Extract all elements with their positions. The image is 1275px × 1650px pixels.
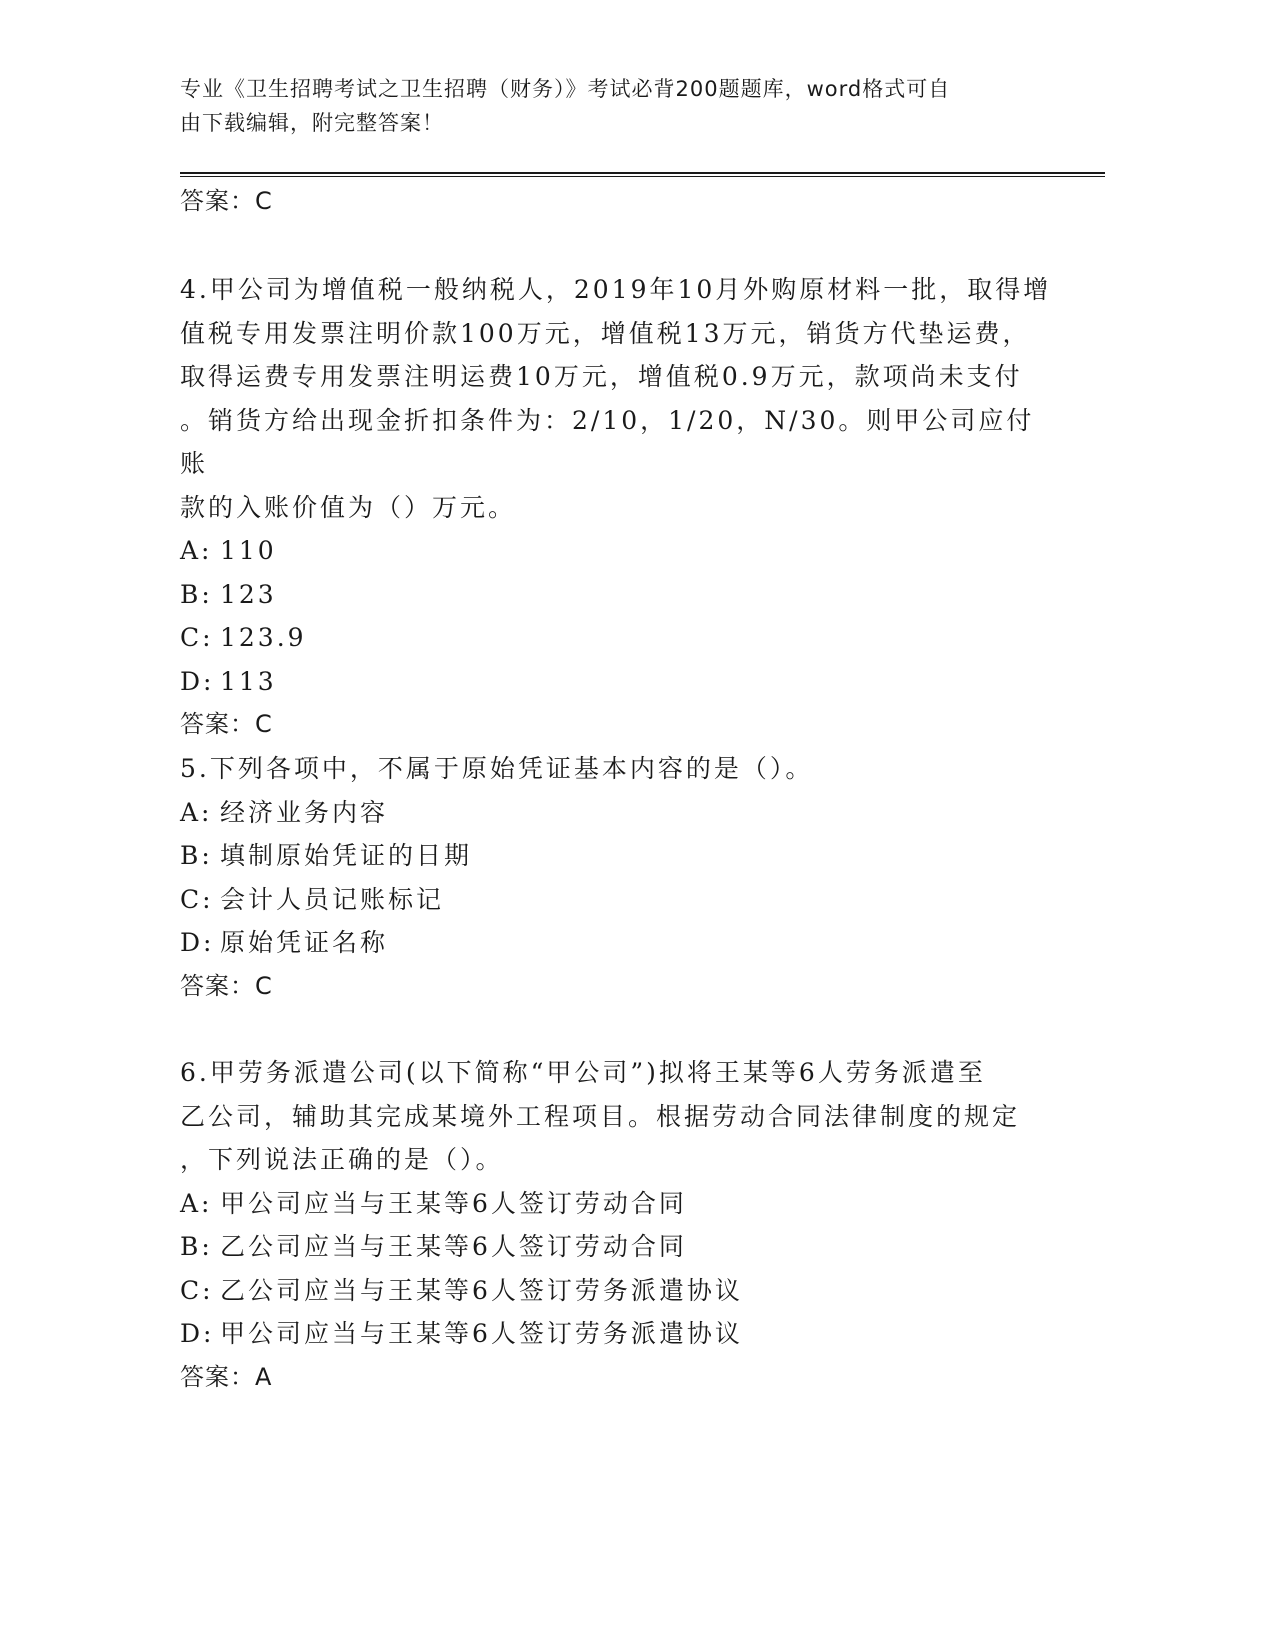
question-6 xyxy=(180,1051,1060,1399)
option-c xyxy=(180,878,1060,922)
option-letter: B: xyxy=(180,841,213,870)
option-letter: B: xyxy=(180,579,213,609)
document-header xyxy=(180,72,1040,140)
option-text: 原始凭证名称 xyxy=(220,928,389,957)
option-letter: C: xyxy=(180,884,214,914)
option-list xyxy=(180,529,1060,703)
header-divider-thin xyxy=(180,176,1105,177)
stem-line: 5.下列各项中，不属于原始凭证基本内容的是（）。 xyxy=(180,754,814,783)
question-answer: 答案：C xyxy=(180,971,273,1000)
option-letter: A: xyxy=(180,536,213,565)
option-d xyxy=(180,660,1060,704)
stem-line: 款的入账价值为（）万元。 xyxy=(180,492,517,522)
header-line-2: 由下载编辑，附完整答案！ xyxy=(180,111,444,135)
question-answer: 答案：C xyxy=(180,710,273,738)
option-letter: D: xyxy=(180,928,215,957)
option-a xyxy=(180,791,1060,835)
option-a xyxy=(180,1182,1060,1226)
question-stem xyxy=(180,1051,1060,1182)
option-letter: D: xyxy=(180,1319,215,1348)
option-text: 经济业务内容 xyxy=(220,797,389,827)
option-d xyxy=(180,921,1060,965)
option-text: 123.9 xyxy=(220,623,307,652)
stem-line: ，下列说法正确的是（）。 xyxy=(180,1145,504,1174)
option-c xyxy=(180,616,1060,660)
option-d xyxy=(180,1312,1060,1356)
option-letter: A: xyxy=(180,797,213,827)
option-b xyxy=(180,1225,1060,1269)
question-stem xyxy=(180,747,1060,791)
option-list xyxy=(180,1182,1060,1356)
option-letter: C: xyxy=(180,623,214,652)
question-5 xyxy=(180,747,1060,1008)
question-stem xyxy=(180,268,1060,529)
header-divider-thick xyxy=(180,172,1105,174)
option-a xyxy=(180,529,1060,573)
stem-line: 6.甲劳务派遣公司(以下简称“甲公司”)拟将王某等6人劳务派遣至 xyxy=(180,1058,986,1087)
stem-line: 。销货方给出现金折扣条件为：2/10，1/20，N/30。则甲公司应付账 xyxy=(180,405,1035,478)
option-text: 甲公司应当与王某等6人签订劳务派遣协议 xyxy=(220,1319,743,1348)
option-text: 110 xyxy=(220,536,277,565)
stem-line: 取得运费专用发票注明运费10万元，增值税0.9万元，款项尚未支付 xyxy=(180,362,1023,391)
question-4 xyxy=(180,268,1060,747)
option-text: 123 xyxy=(220,579,277,609)
option-list xyxy=(180,791,1060,965)
previous-question-answer: 答案：C xyxy=(180,187,273,215)
option-letter: A: xyxy=(180,1188,213,1218)
option-text: 会计人员记账标记 xyxy=(220,884,445,914)
option-c xyxy=(180,1269,1060,1313)
stem-line: 乙公司，辅助其完成某境外工程项目。根据劳动合同法律制度的规定 xyxy=(180,1101,1021,1131)
option-b xyxy=(180,573,1060,617)
stem-line: 4.甲公司为增值税一般纳税人，2019年10月外购原材料一批，取得增 xyxy=(180,275,1052,304)
stem-line: 值税专用发票注明价款100万元，增值税13万元，销货方代垫运费， xyxy=(180,318,1031,348)
option-letter: D: xyxy=(180,666,215,696)
option-b xyxy=(180,834,1060,878)
question-answer: 答案：A xyxy=(180,1362,273,1391)
option-text: 甲公司应当与王某等6人签订劳动合同 xyxy=(220,1188,687,1218)
option-letter: B: xyxy=(180,1232,213,1261)
option-letter: C: xyxy=(180,1275,214,1305)
option-text: 113 xyxy=(220,666,277,696)
option-text: 乙公司应当与王某等6人签订劳务派遣协议 xyxy=(220,1275,743,1305)
header-line-1: 专业《卫生招聘考试之卫生招聘（财务）》考试必背200题题库，word格式可自 xyxy=(180,77,951,101)
option-text: 乙公司应当与王某等6人签订劳动合同 xyxy=(220,1232,687,1261)
option-text: 填制原始凭证的日期 xyxy=(220,841,473,870)
